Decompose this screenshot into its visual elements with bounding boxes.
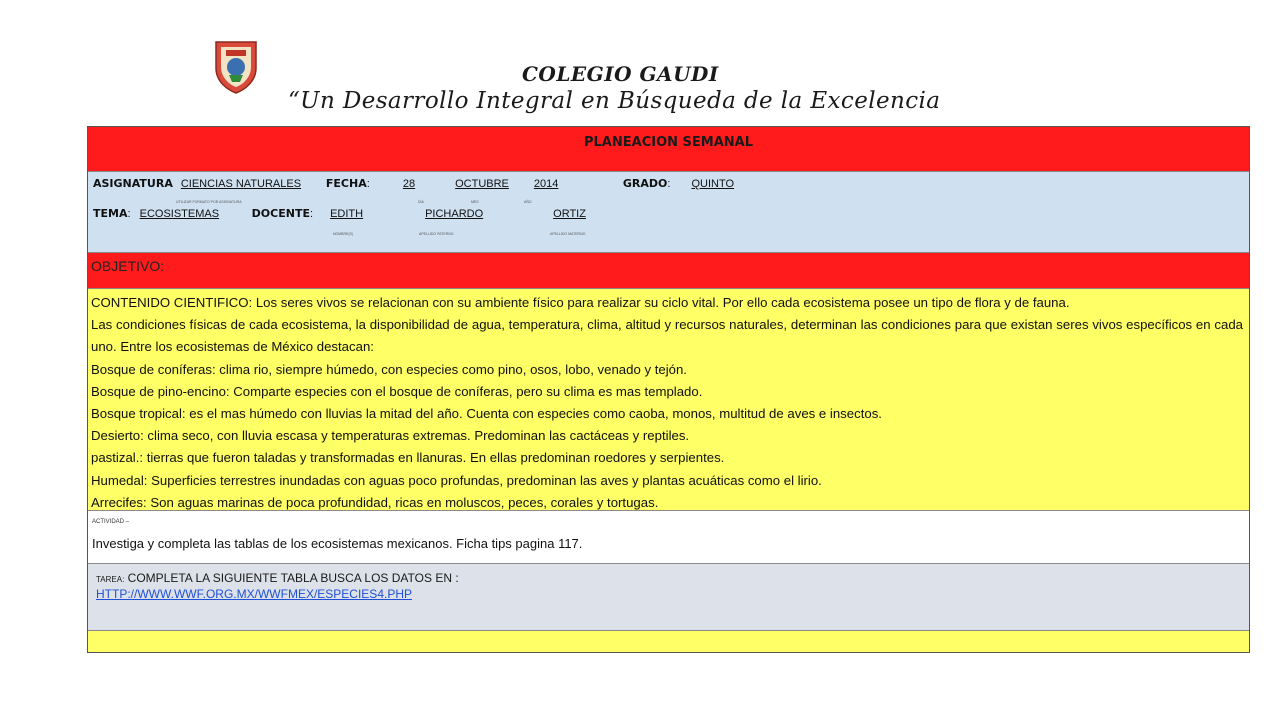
content-line: Humedal: Superficies terrestres inundadas con aguas poco profundas, predominan las aves y plantas acuáticas como el lirio. — [91, 472, 822, 488]
content-line: CONTENIDO CIENTIFICO: Los seres vivos se relacionan con su ambiente físico para realizar su ciclo vital. Por ello cada ecosistema posee un tipo de flora y de fauna. — [91, 295, 1070, 310]
content-line: Bosque de coníferas: clima rio, siempre húmedo, con especies como pino, osos, lobo, venado y tejón. — [91, 361, 687, 377]
grado-value: QUINTO — [691, 178, 735, 190]
fecha-label: FECHA — [325, 177, 367, 190]
empty-bottom-row — [88, 631, 1249, 652]
tema-value: ECOSISTEMAS — [139, 208, 220, 220]
topic-teacher-line: TEMA: ECOSISTEMAS DOCENTE: EDITH PICHARDO ORTIZ — [93, 207, 686, 220]
school-motto: “Un Desarrollo Integral en Búsqueda de la Excelencia — [288, 88, 941, 114]
docente-label: DOCENTE — [251, 207, 310, 220]
title-row — [88, 127, 1249, 172]
metadata-row — [88, 172, 1249, 253]
docente-nombre: EDITH — [330, 208, 364, 220]
docente-paterno: PICHARDO — [425, 208, 484, 220]
objetivo-label: OBJETIVO: — [91, 258, 165, 274]
fecha-field — [373, 178, 623, 190]
weekly-planning-table — [87, 126, 1250, 653]
content-line: Las condiciones físicas de cada ecosistema, la disponibilidad de agua, temperatura, clima, altitud y recursos naturales, determinan las condiciones para que existan seres vivos específicos en cada uno. Entre los ecosistemas de México destacan: — [91, 317, 1243, 355]
tarea-text: COMPLETA LA SIGUIENTE TABLA BUSCA LOS DATOS EN : — [127, 571, 459, 585]
wwf-species-link[interactable]: HTTP://WWW.WWF.ORG.MX/WWFMEX/ESPECIES4.PHP — [96, 587, 412, 601]
actividad-text: Investiga y completa las tablas de los ecosistemas mexicanos. Ficha tips pagina 117. — [92, 536, 583, 551]
subject-date-line: ASIGNATURA CIENCIAS NATURALES FECHA: 28 OCTUBRE 2014 GRADO: QUINTO — [93, 177, 763, 190]
note-dia: DÍA — [418, 200, 424, 204]
fecha-dia: 28 — [402, 178, 416, 190]
grado-label: GRADO — [622, 177, 668, 190]
note-paterno: APELLIDO PATERNO — [419, 232, 454, 236]
content-line: Desierto: clima seco, con lluvia escasa y temperaturas extremas. Predominan las cactáceas y reptiles. — [91, 428, 690, 444]
planning-title: PLANEACION SEMANAL — [584, 135, 753, 150]
content-line: Bosque de pino-encino: Comparte especies con el bosque de coníferas, pero su clima es mas templado. — [91, 383, 703, 399]
fecha-mes: OCTUBRE — [455, 178, 509, 190]
content-row — [88, 289, 1249, 511]
content-line: Arrecifes: Son aguas marinas de poca profundidad, ricas en moluscos, peces, corales y tortugas. — [91, 494, 659, 510]
tema-label: TEMA — [93, 207, 128, 220]
content-line: pastizal.: tierras que fueron taladas y transformadas en llanuras. En ellas predominan roedores y serpientes. — [91, 450, 725, 466]
homework-row — [88, 564, 1249, 631]
grado-field — [673, 178, 763, 190]
objective-row — [88, 253, 1249, 289]
asignatura-label: ASIGNATURA — [93, 177, 173, 190]
docente-field — [316, 208, 686, 220]
school-crest-icon — [212, 38, 260, 94]
note-anio: AÑO — [524, 200, 532, 204]
tarea-label: TAREA: — [96, 575, 125, 584]
content-line: Bosque tropical: es el mas húmedo con lluvias la mitad del año. Cuenta con especies como caoba, monos, multitud de aves e insectos. — [91, 406, 882, 422]
note-mes: MES — [471, 200, 479, 204]
docente-materno: ORTIZ — [553, 208, 586, 220]
asignatura-value: CIENCIAS NATURALES — [180, 178, 302, 190]
actividad-label: ACTIVIDAD – — [92, 519, 130, 525]
school-name: COLEGIO GAUDI — [522, 62, 719, 86]
note-materno: APELLIDO MATERNO — [550, 232, 586, 236]
tema-field — [134, 208, 249, 220]
scientific-content — [91, 292, 1243, 514]
note-nombre: NOMBRE(S) — [333, 232, 354, 236]
note-asignatura: UTILIZAR FORMATO POR ASIGNATURA — [176, 200, 242, 204]
fecha-anio: 2014 — [533, 178, 559, 190]
asignatura-field — [173, 178, 323, 190]
activity-row — [88, 511, 1249, 564]
tarea-line — [96, 571, 459, 585]
